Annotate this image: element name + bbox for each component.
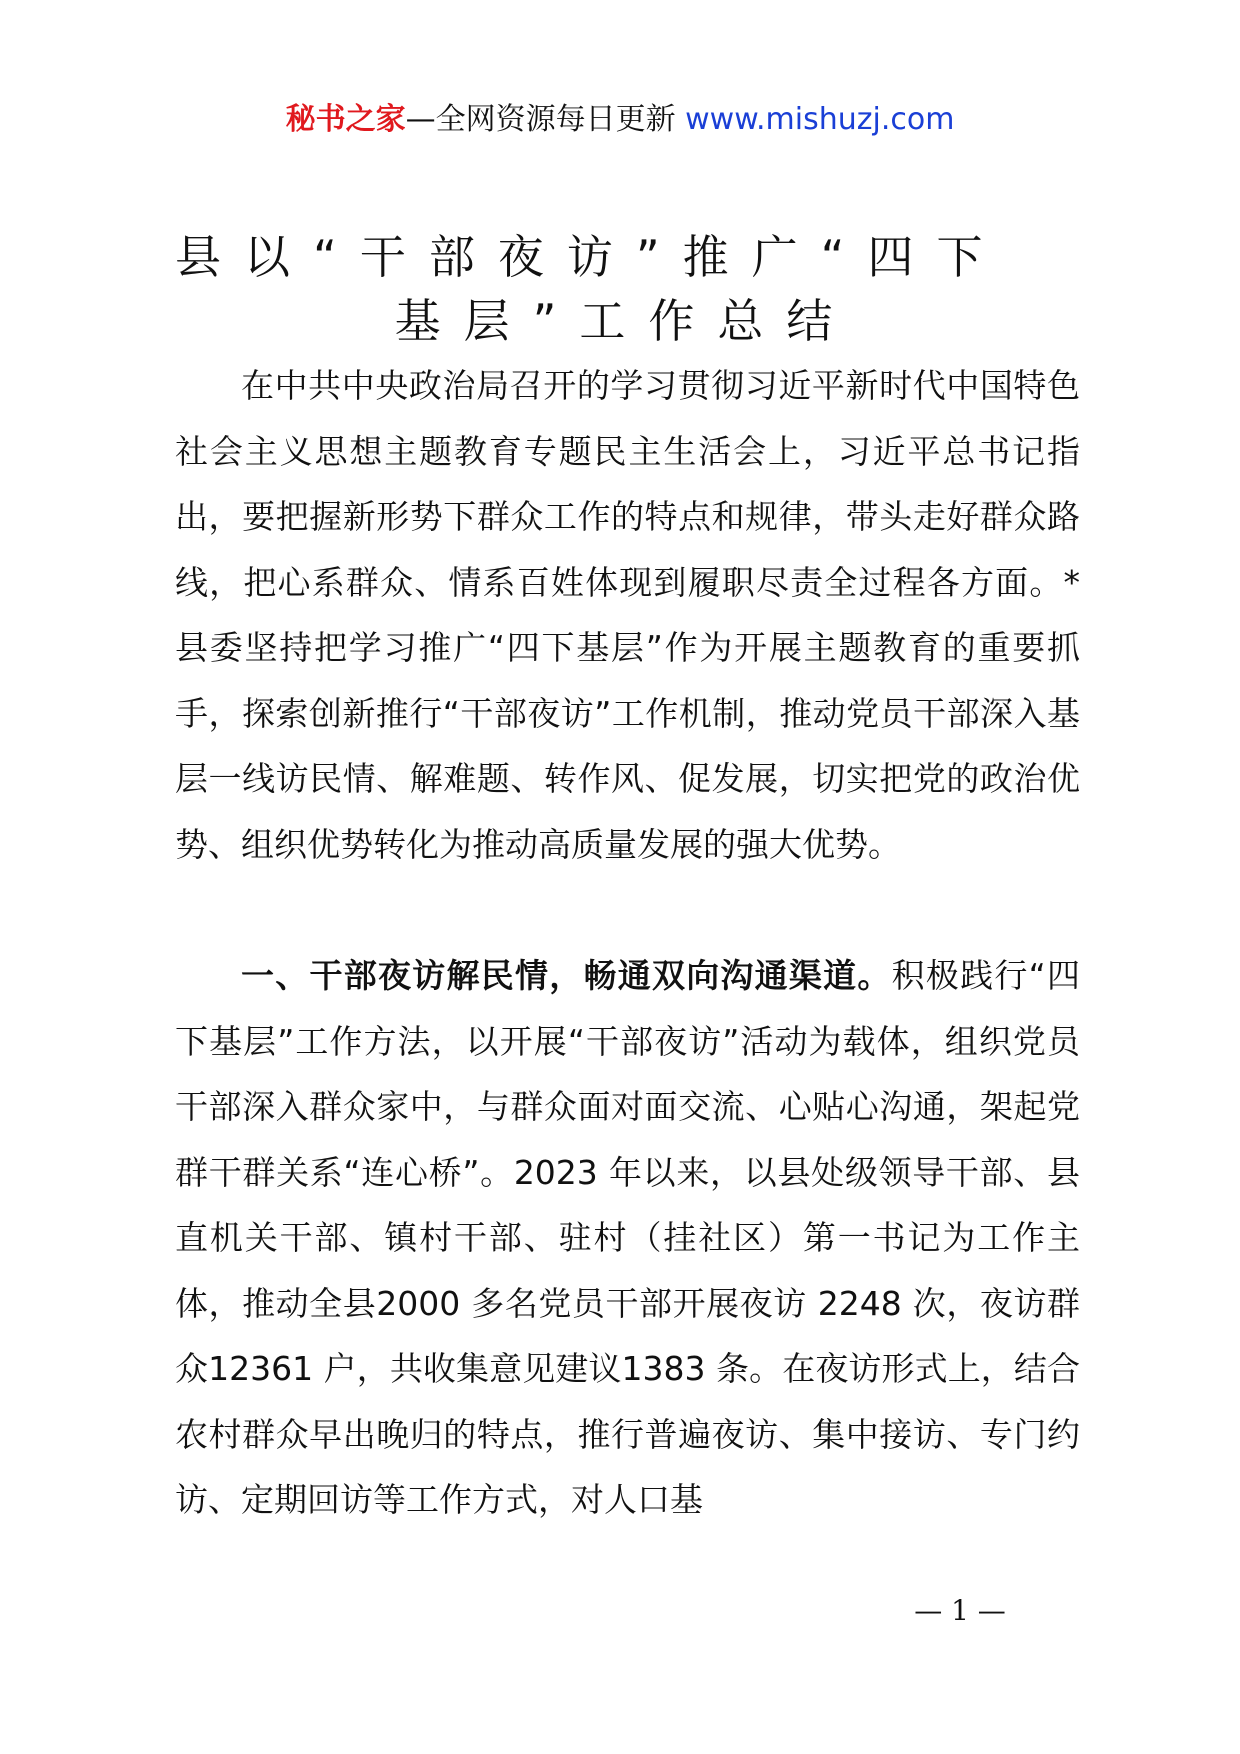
document-title-line-1: 县以“干部夜访”推广“四下 [175, 230, 1006, 284]
brand-name: 秘书之家 [285, 102, 406, 137]
intro-paragraph-text: 在中共中央政治局召开的学习贯彻习近平新时代中国特色社会主义思想主题教育专题民主生活会上，习近平总书记指出，要把握新形势下群众工作的特点和规律，带头走好群众路线，把心系群众、情系百姓体现到履职尽责全过程各方面。* 县委坚持把学习推广“四下基层”作为开展主题教育的重要抓手，探索创新推行“干部夜访”工作机制，推动党员干部深入基层一线访民情、解难题、转作风、促发展，切实把党的政治优势、组织优势转化为推动高质量发展的强大优势。 [175, 366, 1080, 864]
section-1 [175, 943, 1080, 1533]
section-1-body: 积极践行“四下基层”工作方法，以开展“干部夜访”活动为载体，组织党员干部深入群众家中，与群众面对面交流、心贴心沟通，架起党群干群关系“连心桥”。2023 年以来，以县处级领导干部、县直机关干部、镇村干部、驻村（挂社区）第一书记为工作主体，推动全县2000 多名党员干部开展夜访 2248 次，夜访群众12361 户，共收集意见建议1383 条。在夜访形式上，结合农村群众早出晚归的特点，推行普遍夜访、集中接访、专门约访、定期回访等工作方式，对人口基 [175, 956, 1080, 1519]
intro-paragraph [175, 353, 1080, 877]
header-slogan: —全网资源每日更新 [405, 102, 686, 137]
site-header [0, 100, 1240, 140]
page-number: — 1 — [914, 1594, 1006, 1627]
site-url-link[interactable]: www.mishuzj.com [685, 102, 955, 137]
document-title-line-2: 基层”工作总结 [394, 294, 856, 348]
section-1-paragraph [175, 943, 1080, 1533]
section-1-heading: 一、干部夜访解民情，畅通双向沟通渠道。 [241, 956, 892, 995]
